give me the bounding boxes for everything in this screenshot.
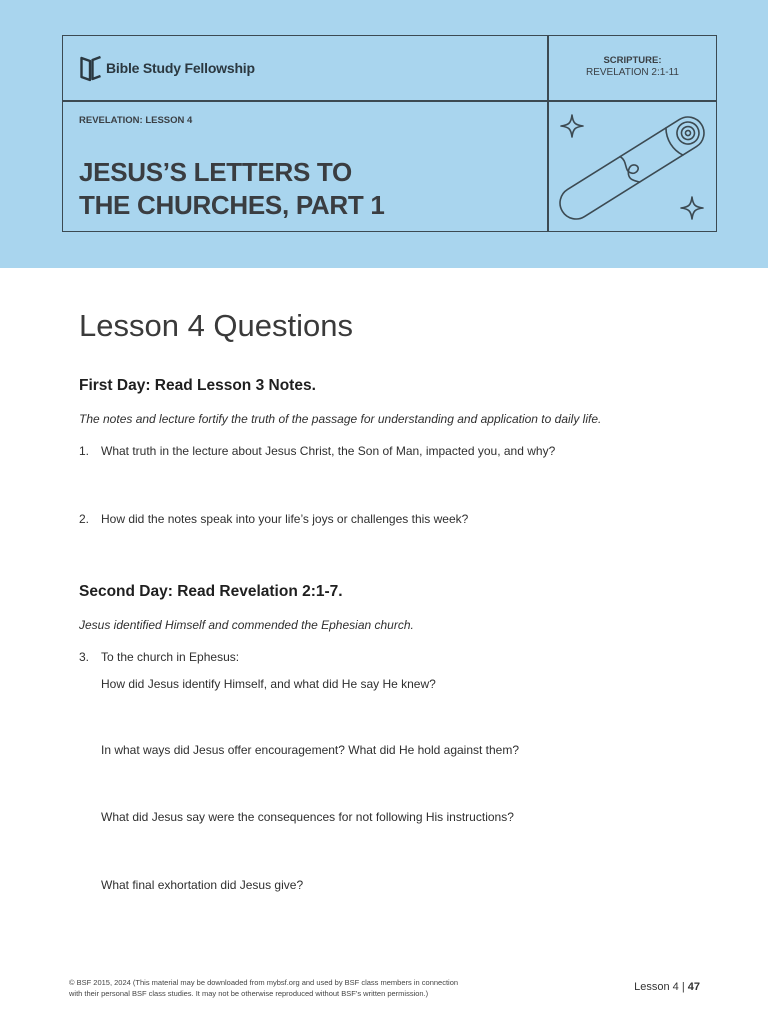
page-label: Lesson 4 | <box>634 980 685 993</box>
question-item <box>79 445 679 459</box>
page-title <box>79 156 385 222</box>
sub-question: What did Jesus say were the consequences for not following His instructions? <box>101 810 514 825</box>
question-text: To the church in Ephesus: <box>101 650 240 665</box>
section-heading: Lesson 4 Questions <box>79 308 354 343</box>
copyright-notice: © BSF 2015, 2024 (This material may be downloaded from mybsf.org and used by BSF class members in connection <box>69 978 459 988</box>
open-book-icon <box>79 54 103 82</box>
question-number: 3. <box>79 650 90 665</box>
question-text: What truth in the lecture about Jesus Christ, the Son of Man, impacted you, and why? <box>101 444 556 459</box>
scripture-reference: REVELATION 2:1-11 <box>586 67 679 78</box>
sub-question: How did Jesus identify Himself, and what did He say He knew? <box>101 677 436 692</box>
question-number: 1. <box>79 444 90 459</box>
day-title: First Day: Read Lesson 3 Notes. <box>79 377 316 395</box>
scripture-label: SCRIPTURE: <box>603 55 662 66</box>
page-number <box>634 982 700 993</box>
page-title-line: THE CHURCHES, PART 1 <box>79 190 385 220</box>
day-intro: Jesus identified Himself and commended the Ephesian church. <box>79 618 414 633</box>
sparkle-icon <box>561 115 583 137</box>
page-number-value: 47 <box>687 980 700 993</box>
sub-question: What final exhortation did Jesus give? <box>101 878 304 893</box>
question-item <box>79 513 679 527</box>
question-item <box>79 651 679 665</box>
lesson-tag: REVELATION: LESSON 4 <box>79 115 193 126</box>
copyright-notice: with their personal BSF class studies. It may not be otherwise reproduced without BSF’s written permission.) <box>69 989 429 999</box>
page-title-line: JESUS’S LETTERS TO <box>79 157 352 187</box>
question-number: 2. <box>79 512 90 527</box>
question-text: How did the notes speak into your life’s joys or challenges this week? <box>101 512 469 527</box>
day-title: Second Day: Read Revelation 2:1-7. <box>79 583 343 601</box>
day-intro: The notes and lecture fortify the truth of the passage for understanding and application to daily life. <box>79 412 602 427</box>
sparkle-icon <box>681 197 703 219</box>
scroll-illustration <box>548 102 717 232</box>
sub-question: In what ways did Jesus offer encouragement? What did He hold against them? <box>101 743 520 758</box>
logo-text: Bible Study Fellowship <box>106 60 255 76</box>
